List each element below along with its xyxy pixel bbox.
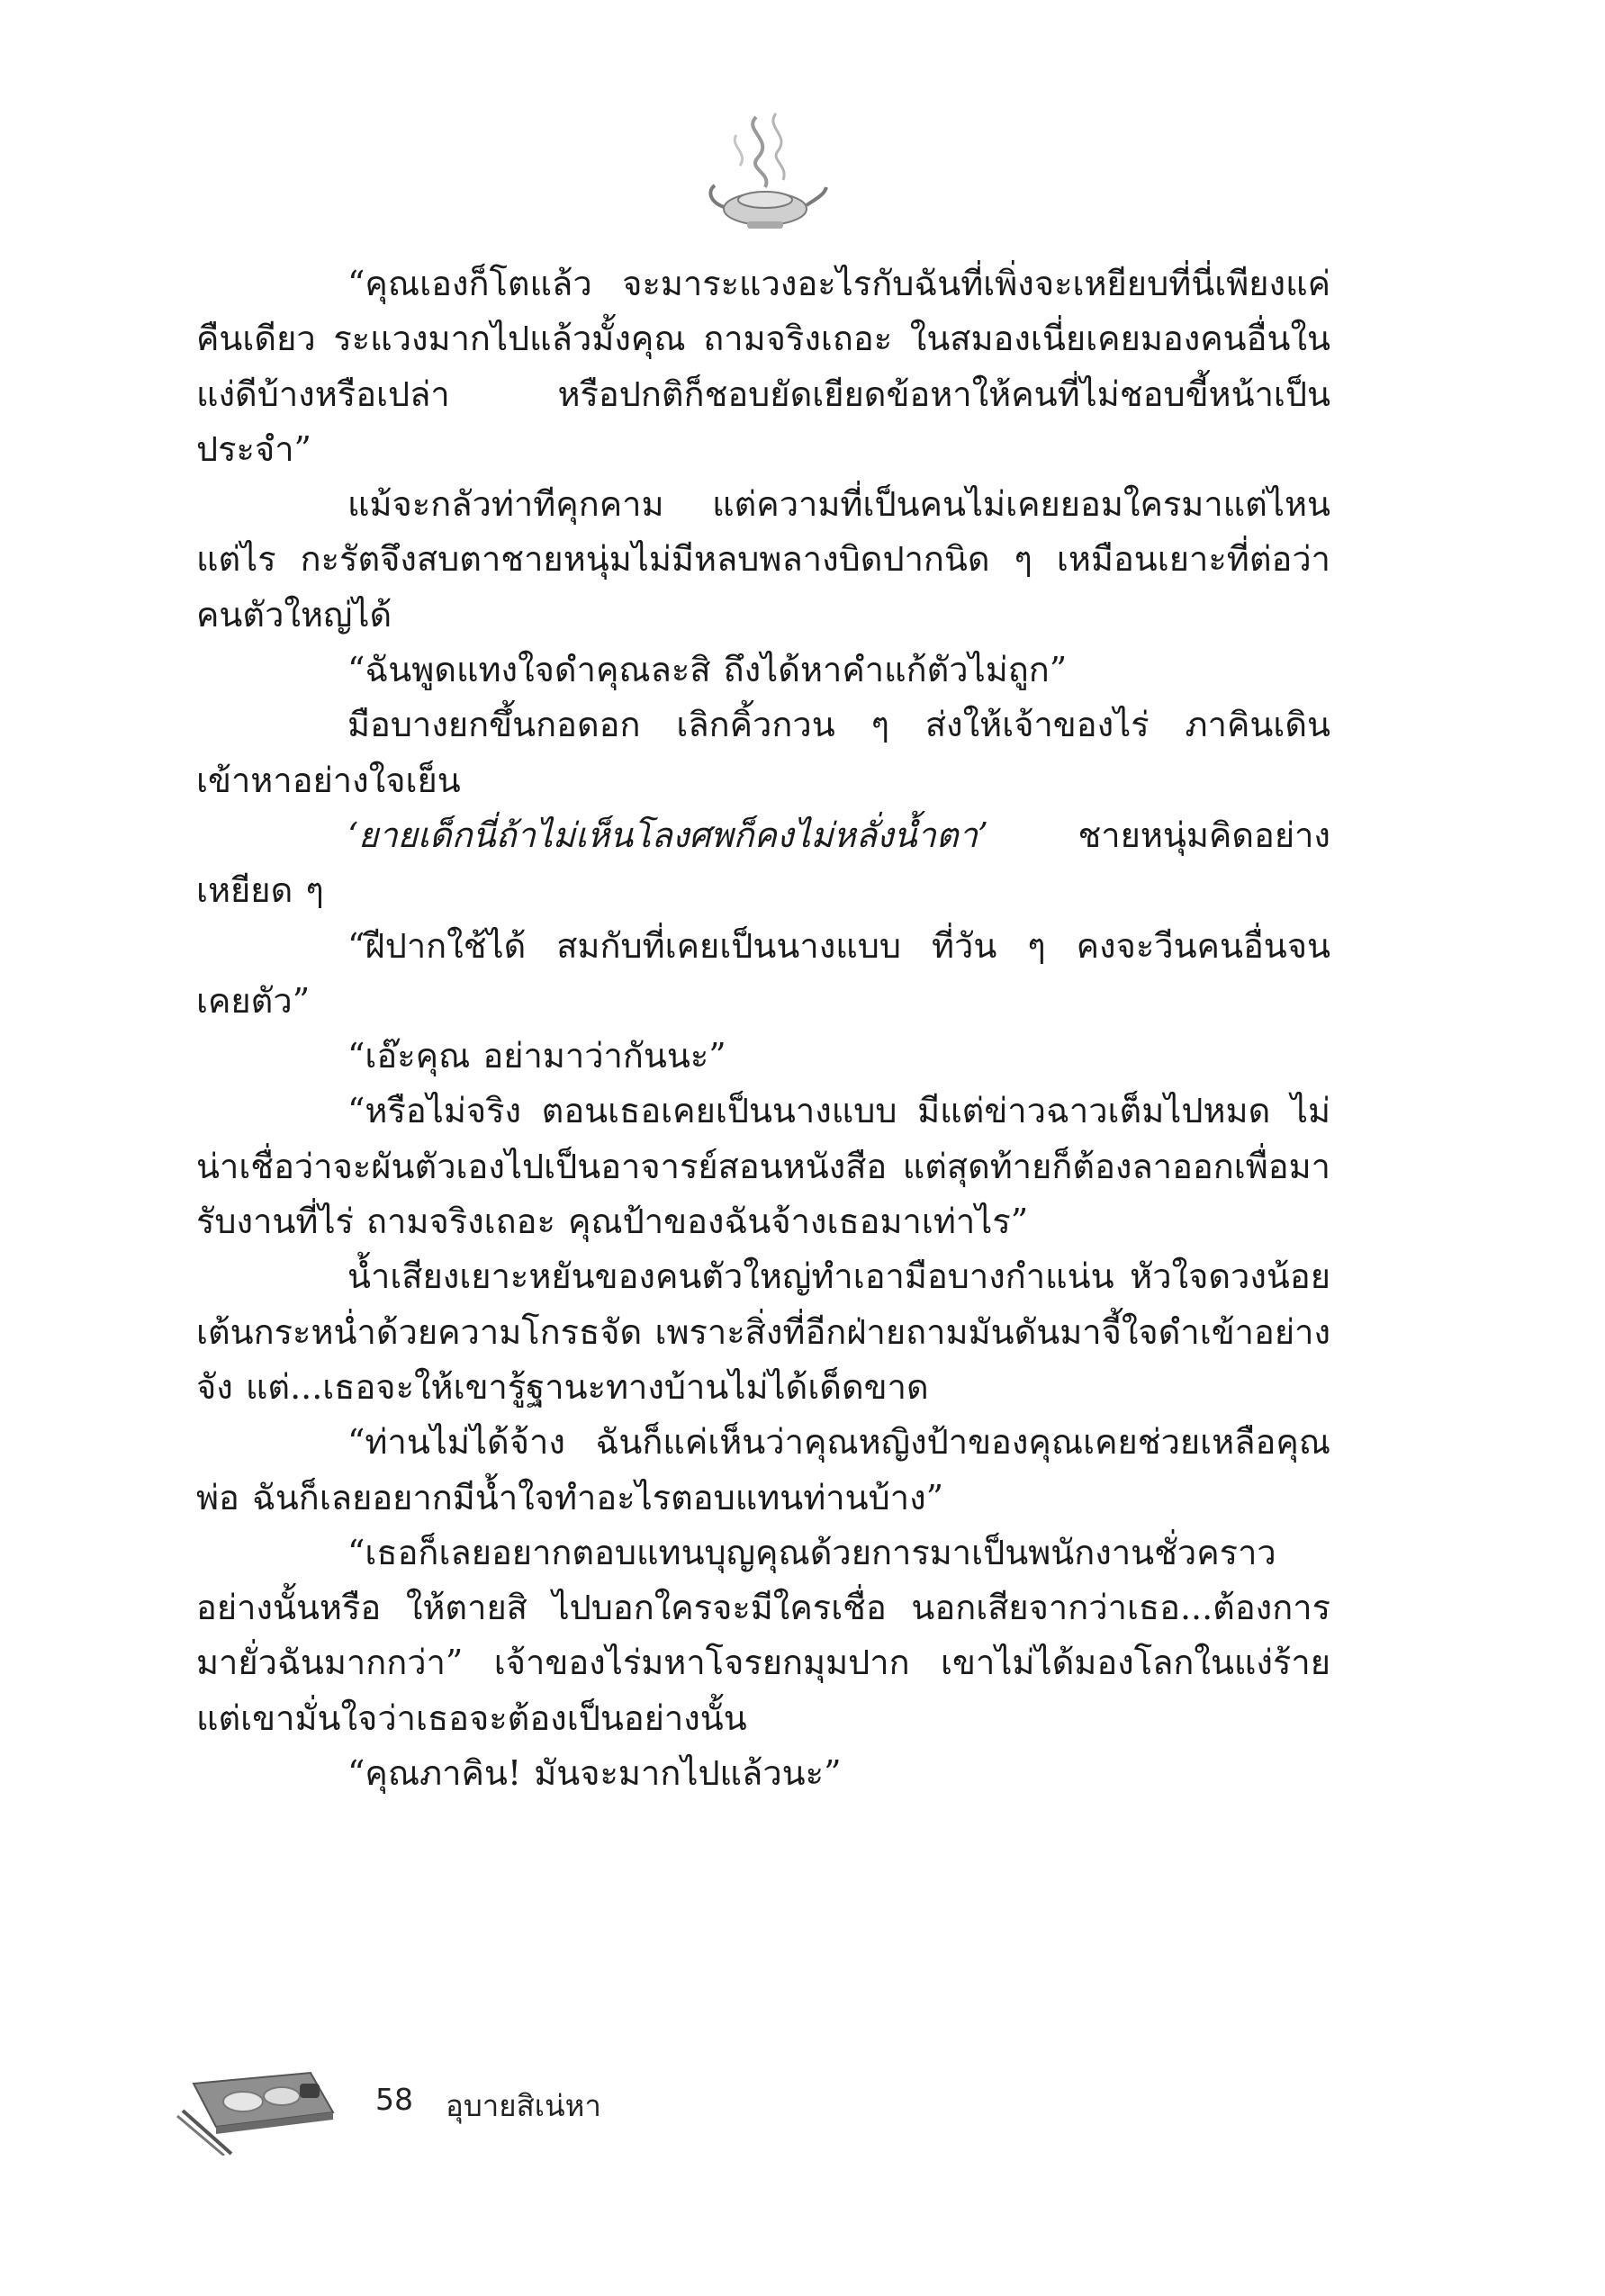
paragraph xyxy=(196,808,1330,919)
paragraph-continuation: ชายหนุ่มคิดอย่างเหยียด ๆ xyxy=(196,815,1330,911)
page-number: 58 xyxy=(375,2082,413,2117)
paragraph: “คุณเองก็โตแล้ว จะมาระแวงอะไรกับฉันที่เพิ่งจะเหยียบที่นี่เพียงแค่คืนเดียว ระแวงมากไปแล้วมั้งคุณ ถามจริงเถอะ ในสมองเนี่ยเคยมองคนอื่นในแง่ดีบ้างหรือเปล่า หรือปกติก็ชอบยัดเยียดข้อหาให้คนที่ไม่ชอบขี้หน้าเป็นประจำ” xyxy=(196,264,1330,469)
paragraph: “ฝีปากใช้ได้ สมกับที่เคยเป็นนางแบบ ที่วัน ๆ คงจะวีนคนอื่นจนเคยตัว” xyxy=(196,925,1330,1021)
paragraph: “คุณภาคิน! มันจะมากไปแล้วนะ” xyxy=(347,1753,842,1794)
body-text xyxy=(196,257,1330,1801)
paragraph: แม้จะกลัวท่าทีคุกคาม แต่ความที่เป็นคนไม่เคยยอมใครมาแต่ไหนแต่ไร กะรัตจึงสบตาชายหนุ่มไม่มีหลบพลางบิดปากนิด ๆ เหมือนเยาะที่ต่อว่าคนตัวใหญ่ได้ xyxy=(196,484,1330,635)
teapot-ornament-icon xyxy=(702,108,828,243)
paragraph: “เธอก็เลยอยากตอบแทนบุญคุณด้วยการมาเป็นพนักงานชั่วคราวอย่างนั้นหรือ ให้ตายสิ ไปบอกใครจะมีใครเชื่อ นอกเสียจากว่าเธอ...ต้องการมายั่วฉันมากกว่า” เจ้าของไร่มหาโจรยกมุมปาก เขาไม่ได้มองโลกในแง่ร้าย แต่เขามั่นใจว่าเธอจะต้องเป็นอย่างนั้น xyxy=(196,1532,1330,1738)
paragraph: มือบางยกขึ้นกอดอก เลิกคิ้วกวน ๆ ส่งให้เจ้าของไร่ ภาคินเดินเข้าหาอย่างใจเย็น xyxy=(196,705,1330,800)
paragraph: “เอ๊ะคุณ อย่ามาว่ากันนะ” xyxy=(347,1036,726,1076)
paragraph: น้ำเสียงเยาะหยันของคนตัวใหญ่ทำเอามือบางกำแน่น หัวใจดวงน้อยเต้นกระหน่ำด้วยความโกรธจัด เพราะสิ่งที่อีกฝ่ายถามมันดันมาจี้ใจดำเข้าอย่างจัง แต่...เธอจะให้เขารู้ฐานะทางบ้านไม่ได้เด็ดขาด xyxy=(196,1256,1330,1407)
page-footer xyxy=(176,2057,716,2156)
inner-thought: ‘ยายเด็กนี่ถ้าไม่เห็นโลงศพก็คงไม่หลั่งน้ำตา’ xyxy=(347,815,988,855)
sushi-plate-ornament-icon xyxy=(176,2057,383,2156)
paragraph: “ท่านไม่ได้จ้าง ฉันก็แค่เห็นว่าคุณหญิงป้าของคุณเคยช่วยเหลือคุณพ่อ ฉันก็เลยอยากมีน้ำใจทำอะไรตอบแทนท่านบ้าง” xyxy=(196,1422,1330,1517)
paragraph: “ฉันพูดแทงใจดำคุณละสิ ถึงได้หาคำแก้ตัวไม่ถูก” xyxy=(347,650,1068,690)
paragraph: “หรือไม่จริง ตอนเธอเคยเป็นนางแบบ มีแต่ข่าวฉาวเต็มไปหมด ไม่น่าเชื่อว่าจะผันตัวเองไปเป็นอาจารย์สอนหนังสือ แต่สุดท้ายก็ต้องลาออกเพื่อมารับงานที่ไร่ ถามจริงเถอะ คุณป้าของฉันจ้างเธอมาเท่าไร” xyxy=(196,1091,1330,1242)
book-title: อุบายสิเน่หา xyxy=(446,2088,601,2123)
